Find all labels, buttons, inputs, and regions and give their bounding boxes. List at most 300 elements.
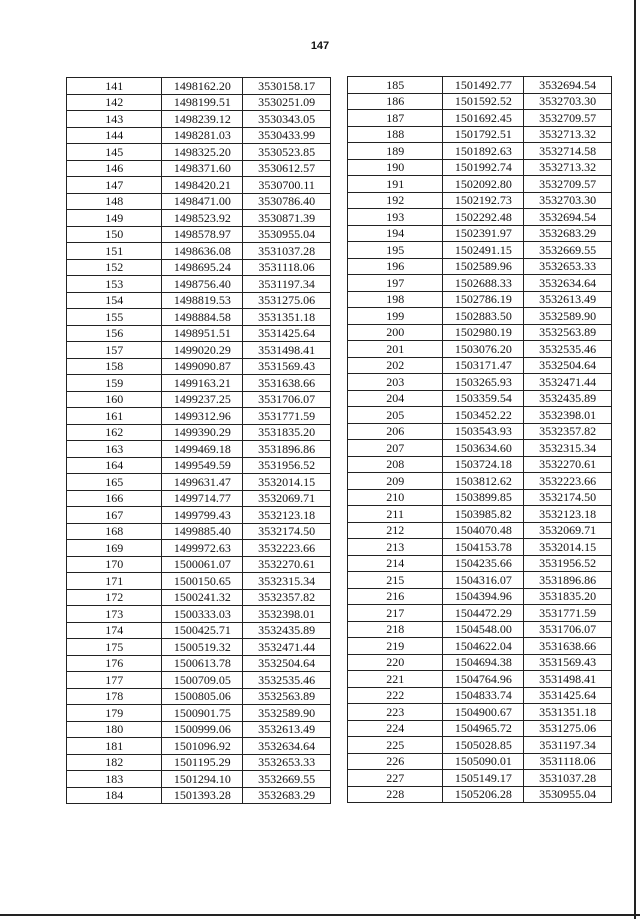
table-row: [348, 753, 612, 770]
table-row: [67, 193, 331, 210]
point-number-cell: 188: [348, 126, 443, 143]
table-row: [348, 324, 612, 341]
table-row: [67, 342, 331, 359]
x-coordinate-cell: 1505090.01: [443, 753, 524, 770]
table-row: [67, 688, 331, 705]
x-coordinate-cell: 1502292.48: [443, 209, 524, 226]
point-number-cell: 218: [348, 621, 443, 638]
point-number-cell: 193: [348, 209, 443, 226]
table-row: [348, 291, 612, 308]
y-coordinate-cell: 3532535.46: [243, 672, 331, 689]
point-number-cell: 205: [348, 407, 443, 424]
table-row: [348, 605, 612, 622]
point-number-cell: 172: [67, 589, 162, 606]
x-coordinate-cell: 1499631.47: [162, 474, 243, 491]
y-coordinate-cell: 3532613.49: [243, 721, 331, 738]
point-number-cell: 202: [348, 357, 443, 374]
point-number-cell: 156: [67, 325, 162, 342]
x-coordinate-cell: 1500519.32: [162, 639, 243, 656]
y-coordinate-cell: 3532589.90: [243, 705, 331, 722]
table-row: [67, 523, 331, 540]
x-coordinate-cell: 1499237.25: [162, 391, 243, 408]
x-coordinate-cell: 1502688.33: [443, 275, 524, 292]
point-number-cell: 204: [348, 390, 443, 407]
table-row: [67, 622, 331, 639]
y-coordinate-cell: 3532713.32: [524, 159, 612, 176]
point-number-cell: 206: [348, 423, 443, 440]
x-coordinate-cell: 1503359.54: [443, 390, 524, 407]
y-coordinate-cell: 3531275.06: [243, 292, 331, 309]
y-coordinate-cell: 3532563.89: [524, 324, 612, 341]
x-coordinate-cell: 1504548.00: [443, 621, 524, 638]
y-coordinate-cell: 3531275.06: [524, 720, 612, 737]
x-coordinate-cell: 1500241.32: [162, 589, 243, 606]
y-coordinate-cell: 3532504.64: [524, 357, 612, 374]
point-number-cell: 165: [67, 474, 162, 491]
y-coordinate-cell: 3532123.18: [524, 506, 612, 523]
x-coordinate-cell: 1504316.07: [443, 572, 524, 589]
x-coordinate-cell: 1498162.20: [162, 78, 243, 95]
table-row: [67, 507, 331, 524]
y-coordinate-cell: 3532653.33: [243, 754, 331, 771]
point-number-cell: 198: [348, 291, 443, 308]
x-coordinate-cell: 1502786.19: [443, 291, 524, 308]
x-coordinate-cell: 1498578.97: [162, 226, 243, 243]
x-coordinate-cell: 1501992.74: [443, 159, 524, 176]
x-coordinate-cell: 1498884.58: [162, 309, 243, 326]
x-coordinate-cell: 1502980.19: [443, 324, 524, 341]
y-coordinate-cell: 3531569.43: [524, 654, 612, 671]
y-coordinate-cell: 3532683.29: [243, 787, 331, 804]
table-row: [348, 621, 612, 638]
point-number-cell: 222: [348, 687, 443, 704]
point-number-cell: 176: [67, 655, 162, 672]
table-row: [348, 423, 612, 440]
point-number-cell: 189: [348, 143, 443, 160]
table-row: [348, 407, 612, 424]
point-number-cell: 171: [67, 573, 162, 590]
y-coordinate-cell: 3530700.11: [243, 177, 331, 194]
x-coordinate-cell: 1504153.78: [443, 539, 524, 556]
x-coordinate-cell: 1501892.63: [443, 143, 524, 160]
y-coordinate-cell: 3530343.05: [243, 111, 331, 128]
table-row: [348, 308, 612, 325]
point-number-cell: 187: [348, 110, 443, 127]
x-coordinate-cell: 1502391.97: [443, 225, 524, 242]
point-number-cell: 195: [348, 242, 443, 259]
table-row: [348, 737, 612, 754]
x-coordinate-cell: 1498951.51: [162, 325, 243, 342]
x-coordinate-cell: 1503724.18: [443, 456, 524, 473]
table-row: [67, 556, 331, 573]
point-number-cell: 207: [348, 440, 443, 457]
point-number-cell: 173: [67, 606, 162, 623]
x-coordinate-cell: 1498819.53: [162, 292, 243, 309]
x-coordinate-cell: 1504070.48: [443, 522, 524, 539]
coordinate-table-right: [347, 76, 612, 803]
table-row: [67, 705, 331, 722]
point-number-cell: 197: [348, 275, 443, 292]
point-number-cell: 146: [67, 160, 162, 177]
table-row: [348, 555, 612, 572]
y-coordinate-cell: 3531498.41: [524, 671, 612, 688]
point-number-cell: 147: [67, 177, 162, 194]
y-coordinate-cell: 3532357.82: [243, 589, 331, 606]
y-coordinate-cell: 3530523.85: [243, 144, 331, 161]
table-row: [67, 78, 331, 95]
y-coordinate-cell: 3531771.59: [243, 408, 331, 425]
y-coordinate-cell: 3531835.20: [243, 424, 331, 441]
x-coordinate-cell: 1504833.74: [443, 687, 524, 704]
y-coordinate-cell: 3531896.86: [524, 572, 612, 589]
y-coordinate-cell: 3531956.52: [243, 457, 331, 474]
point-number-cell: 183: [67, 771, 162, 788]
x-coordinate-cell: 1505028.85: [443, 737, 524, 754]
point-number-cell: 154: [67, 292, 162, 309]
table-row: [67, 177, 331, 194]
x-coordinate-cell: 1500061.07: [162, 556, 243, 573]
x-coordinate-cell: 1498523.92: [162, 210, 243, 227]
x-coordinate-cell: 1504622.04: [443, 638, 524, 655]
table-row: [348, 242, 612, 259]
x-coordinate-cell: 1504394.96: [443, 588, 524, 605]
table-row: [67, 226, 331, 243]
point-number-cell: 220: [348, 654, 443, 671]
table-row: [67, 771, 331, 788]
y-coordinate-cell: 3532014.15: [524, 539, 612, 556]
x-coordinate-cell: 1502491.15: [443, 242, 524, 259]
y-coordinate-cell: 3532174.50: [243, 523, 331, 540]
x-coordinate-cell: 1499163.21: [162, 375, 243, 392]
table-row: [348, 357, 612, 374]
x-coordinate-cell: 1500999.06: [162, 721, 243, 738]
y-coordinate-cell: 3530871.39: [243, 210, 331, 227]
table-row: [67, 358, 331, 375]
table-row: [67, 375, 331, 392]
point-number-cell: 228: [348, 786, 443, 803]
y-coordinate-cell: 3532703.30: [524, 93, 612, 110]
point-number-cell: 144: [67, 127, 162, 144]
x-coordinate-cell: 1500333.03: [162, 606, 243, 623]
x-coordinate-cell: 1503985.82: [443, 506, 524, 523]
point-number-cell: 182: [67, 754, 162, 771]
x-coordinate-cell: 1499020.29: [162, 342, 243, 359]
table-row: [67, 441, 331, 458]
y-coordinate-cell: 3532634.64: [243, 738, 331, 755]
point-number-cell: 208: [348, 456, 443, 473]
x-coordinate-cell: 1501492.77: [443, 77, 524, 94]
y-coordinate-cell: 3532223.66: [524, 473, 612, 490]
y-coordinate-cell: 3532223.66: [243, 540, 331, 557]
point-number-cell: 149: [67, 210, 162, 227]
x-coordinate-cell: 1499799.43: [162, 507, 243, 524]
point-number-cell: 227: [348, 770, 443, 787]
x-coordinate-cell: 1498239.12: [162, 111, 243, 128]
y-coordinate-cell: 3531197.34: [524, 737, 612, 754]
point-number-cell: 209: [348, 473, 443, 490]
y-coordinate-cell: 3530612.57: [243, 160, 331, 177]
y-coordinate-cell: 3532669.55: [243, 771, 331, 788]
point-number-cell: 159: [67, 375, 162, 392]
x-coordinate-cell: 1498199.51: [162, 94, 243, 111]
point-number-cell: 162: [67, 424, 162, 441]
point-number-cell: 160: [67, 391, 162, 408]
y-coordinate-cell: 3532703.30: [524, 192, 612, 209]
table-row: [348, 572, 612, 589]
point-number-cell: 155: [67, 309, 162, 326]
y-coordinate-cell: 3532123.18: [243, 507, 331, 524]
y-coordinate-cell: 3532270.61: [243, 556, 331, 573]
x-coordinate-cell: 1498636.08: [162, 243, 243, 260]
y-coordinate-cell: 3531037.28: [524, 770, 612, 787]
table-row: [67, 111, 331, 128]
table-row: [67, 94, 331, 111]
x-coordinate-cell: 1503899.85: [443, 489, 524, 506]
point-number-cell: 142: [67, 94, 162, 111]
x-coordinate-cell: 1498695.24: [162, 259, 243, 276]
x-coordinate-cell: 1501195.29: [162, 754, 243, 771]
table-row: [348, 159, 612, 176]
y-coordinate-cell: 3532174.50: [524, 489, 612, 506]
point-number-cell: 192: [348, 192, 443, 209]
point-number-cell: 175: [67, 639, 162, 656]
y-coordinate-cell: 3532714.58: [524, 143, 612, 160]
table-row: [348, 687, 612, 704]
point-number-cell: 190: [348, 159, 443, 176]
table-row: [348, 456, 612, 473]
point-number-cell: 174: [67, 622, 162, 639]
table-row: [348, 192, 612, 209]
y-coordinate-cell: 3531771.59: [524, 605, 612, 622]
x-coordinate-cell: 1498325.20: [162, 144, 243, 161]
y-coordinate-cell: 3532504.64: [243, 655, 331, 672]
table-row: [348, 720, 612, 737]
table-row: [348, 473, 612, 490]
y-coordinate-cell: 3532709.57: [524, 176, 612, 193]
y-coordinate-cell: 3531638.66: [243, 375, 331, 392]
table-row: [67, 243, 331, 260]
point-number-cell: 210: [348, 489, 443, 506]
point-number-cell: 191: [348, 176, 443, 193]
point-number-cell: 177: [67, 672, 162, 689]
y-coordinate-cell: 3531498.41: [243, 342, 331, 359]
table-row: [67, 639, 331, 656]
table-row: [348, 176, 612, 193]
y-coordinate-cell: 3532713.32: [524, 126, 612, 143]
point-number-cell: 203: [348, 374, 443, 391]
y-coordinate-cell: 3532694.54: [524, 77, 612, 94]
point-number-cell: 150: [67, 226, 162, 243]
x-coordinate-cell: 1503265.93: [443, 374, 524, 391]
point-number-cell: 200: [348, 324, 443, 341]
point-number-cell: 186: [348, 93, 443, 110]
table-row: [67, 738, 331, 755]
x-coordinate-cell: 1501692.45: [443, 110, 524, 127]
y-coordinate-cell: 3530251.09: [243, 94, 331, 111]
table-row: [67, 391, 331, 408]
x-coordinate-cell: 1504900.67: [443, 704, 524, 721]
x-coordinate-cell: 1502092.80: [443, 176, 524, 193]
point-number-cell: 161: [67, 408, 162, 425]
y-coordinate-cell: 3530786.40: [243, 193, 331, 210]
y-coordinate-cell: 3530955.04: [243, 226, 331, 243]
y-coordinate-cell: 3531118.06: [524, 753, 612, 770]
table-row: [348, 341, 612, 358]
x-coordinate-cell: 1503634.60: [443, 440, 524, 457]
x-coordinate-cell: 1498281.03: [162, 127, 243, 144]
table-row: [67, 474, 331, 491]
table-row: [348, 374, 612, 391]
point-number-cell: 225: [348, 737, 443, 754]
point-number-cell: 167: [67, 507, 162, 524]
point-number-cell: 219: [348, 638, 443, 655]
point-number-cell: 170: [67, 556, 162, 573]
y-coordinate-cell: 3532694.54: [524, 209, 612, 226]
y-coordinate-cell: 3531956.52: [524, 555, 612, 572]
table-row: [67, 540, 331, 557]
y-coordinate-cell: 3532471.44: [524, 374, 612, 391]
table-row: [348, 539, 612, 556]
x-coordinate-cell: 1503543.93: [443, 423, 524, 440]
x-coordinate-cell: 1503812.62: [443, 473, 524, 490]
point-number-cell: 196: [348, 258, 443, 275]
table-row: [67, 292, 331, 309]
table-row: [348, 522, 612, 539]
x-coordinate-cell: 1504764.96: [443, 671, 524, 688]
table-row: [67, 424, 331, 441]
y-coordinate-cell: 3532398.01: [243, 606, 331, 623]
table-row: [348, 671, 612, 688]
y-coordinate-cell: 3531706.07: [243, 391, 331, 408]
page-number: 147: [310, 40, 330, 52]
table-row: [348, 638, 612, 655]
point-number-cell: 166: [67, 490, 162, 507]
point-number-cell: 168: [67, 523, 162, 540]
y-coordinate-cell: 3532315.34: [243, 573, 331, 590]
x-coordinate-cell: 1499390.29: [162, 424, 243, 441]
table-row: [67, 276, 331, 293]
point-number-cell: 216: [348, 588, 443, 605]
table-row: [67, 787, 331, 804]
point-number-cell: 163: [67, 441, 162, 458]
y-coordinate-cell: 3532398.01: [524, 407, 612, 424]
y-coordinate-cell: 3531425.64: [243, 325, 331, 342]
table-row: [67, 127, 331, 144]
y-coordinate-cell: 3531638.66: [524, 638, 612, 655]
point-number-cell: 221: [348, 671, 443, 688]
y-coordinate-cell: 3532435.89: [243, 622, 331, 639]
point-number-cell: 184: [67, 787, 162, 804]
point-number-cell: 211: [348, 506, 443, 523]
table-row: [67, 408, 331, 425]
x-coordinate-cell: 1503076.20: [443, 341, 524, 358]
x-coordinate-cell: 1505149.17: [443, 770, 524, 787]
point-number-cell: 185: [348, 77, 443, 94]
point-number-cell: 214: [348, 555, 443, 572]
x-coordinate-cell: 1499090.87: [162, 358, 243, 375]
point-number-cell: 180: [67, 721, 162, 738]
y-coordinate-cell: 3532653.33: [524, 258, 612, 275]
point-number-cell: 141: [67, 78, 162, 95]
x-coordinate-cell: 1501294.10: [162, 771, 243, 788]
y-coordinate-cell: 3532589.90: [524, 308, 612, 325]
table-row: [67, 309, 331, 326]
x-coordinate-cell: 1503452.22: [443, 407, 524, 424]
table-row: [348, 126, 612, 143]
x-coordinate-cell: 1498420.21: [162, 177, 243, 194]
table-row: [67, 573, 331, 590]
y-coordinate-cell: 3530158.17: [243, 78, 331, 95]
point-number-cell: 226: [348, 753, 443, 770]
point-number-cell: 212: [348, 522, 443, 539]
y-coordinate-cell: 3532471.44: [243, 639, 331, 656]
point-number-cell: 224: [348, 720, 443, 737]
y-coordinate-cell: 3530433.99: [243, 127, 331, 144]
x-coordinate-cell: 1500805.06: [162, 688, 243, 705]
x-coordinate-cell: 1499312.96: [162, 408, 243, 425]
table-row: [67, 754, 331, 771]
table-row: [67, 606, 331, 623]
table-row: [67, 210, 331, 227]
point-number-cell: 153: [67, 276, 162, 293]
y-coordinate-cell: 3531569.43: [243, 358, 331, 375]
scan-border-bottom: [0, 914, 640, 916]
table-row: [348, 225, 612, 242]
x-coordinate-cell: 1501592.52: [443, 93, 524, 110]
table-row: [67, 672, 331, 689]
point-number-cell: 169: [67, 540, 162, 557]
y-coordinate-cell: 3532563.89: [243, 688, 331, 705]
y-coordinate-cell: 3531197.34: [243, 276, 331, 293]
coordinate-table-left: [66, 77, 331, 804]
table-row: [348, 93, 612, 110]
x-coordinate-cell: 1500709.05: [162, 672, 243, 689]
point-number-cell: 213: [348, 539, 443, 556]
y-coordinate-cell: 3531037.28: [243, 243, 331, 260]
x-coordinate-cell: 1498371.60: [162, 160, 243, 177]
x-coordinate-cell: 1499885.40: [162, 523, 243, 540]
point-number-cell: 158: [67, 358, 162, 375]
x-coordinate-cell: 1500901.75: [162, 705, 243, 722]
table-row: [67, 325, 331, 342]
x-coordinate-cell: 1501096.92: [162, 738, 243, 755]
y-coordinate-cell: 3532613.49: [524, 291, 612, 308]
y-coordinate-cell: 3532709.57: [524, 110, 612, 127]
table-row: [348, 588, 612, 605]
table-row: [348, 506, 612, 523]
table-row: [348, 275, 612, 292]
x-coordinate-cell: 1500150.65: [162, 573, 243, 590]
scan-border-right: [634, 0, 636, 919]
table-row: [348, 258, 612, 275]
table-row: [348, 654, 612, 671]
table-row: [67, 160, 331, 177]
x-coordinate-cell: 1502589.96: [443, 258, 524, 275]
y-coordinate-cell: 3531425.64: [524, 687, 612, 704]
point-number-cell: 157: [67, 342, 162, 359]
point-number-cell: 181: [67, 738, 162, 755]
table-row: [348, 770, 612, 787]
x-coordinate-cell: 1500613.78: [162, 655, 243, 672]
x-coordinate-cell: 1503171.47: [443, 357, 524, 374]
point-number-cell: 217: [348, 605, 443, 622]
table-row: [67, 144, 331, 161]
x-coordinate-cell: 1504472.29: [443, 605, 524, 622]
point-number-cell: 201: [348, 341, 443, 358]
table-row: [67, 259, 331, 276]
y-coordinate-cell: 3532069.71: [243, 490, 331, 507]
point-number-cell: 152: [67, 259, 162, 276]
